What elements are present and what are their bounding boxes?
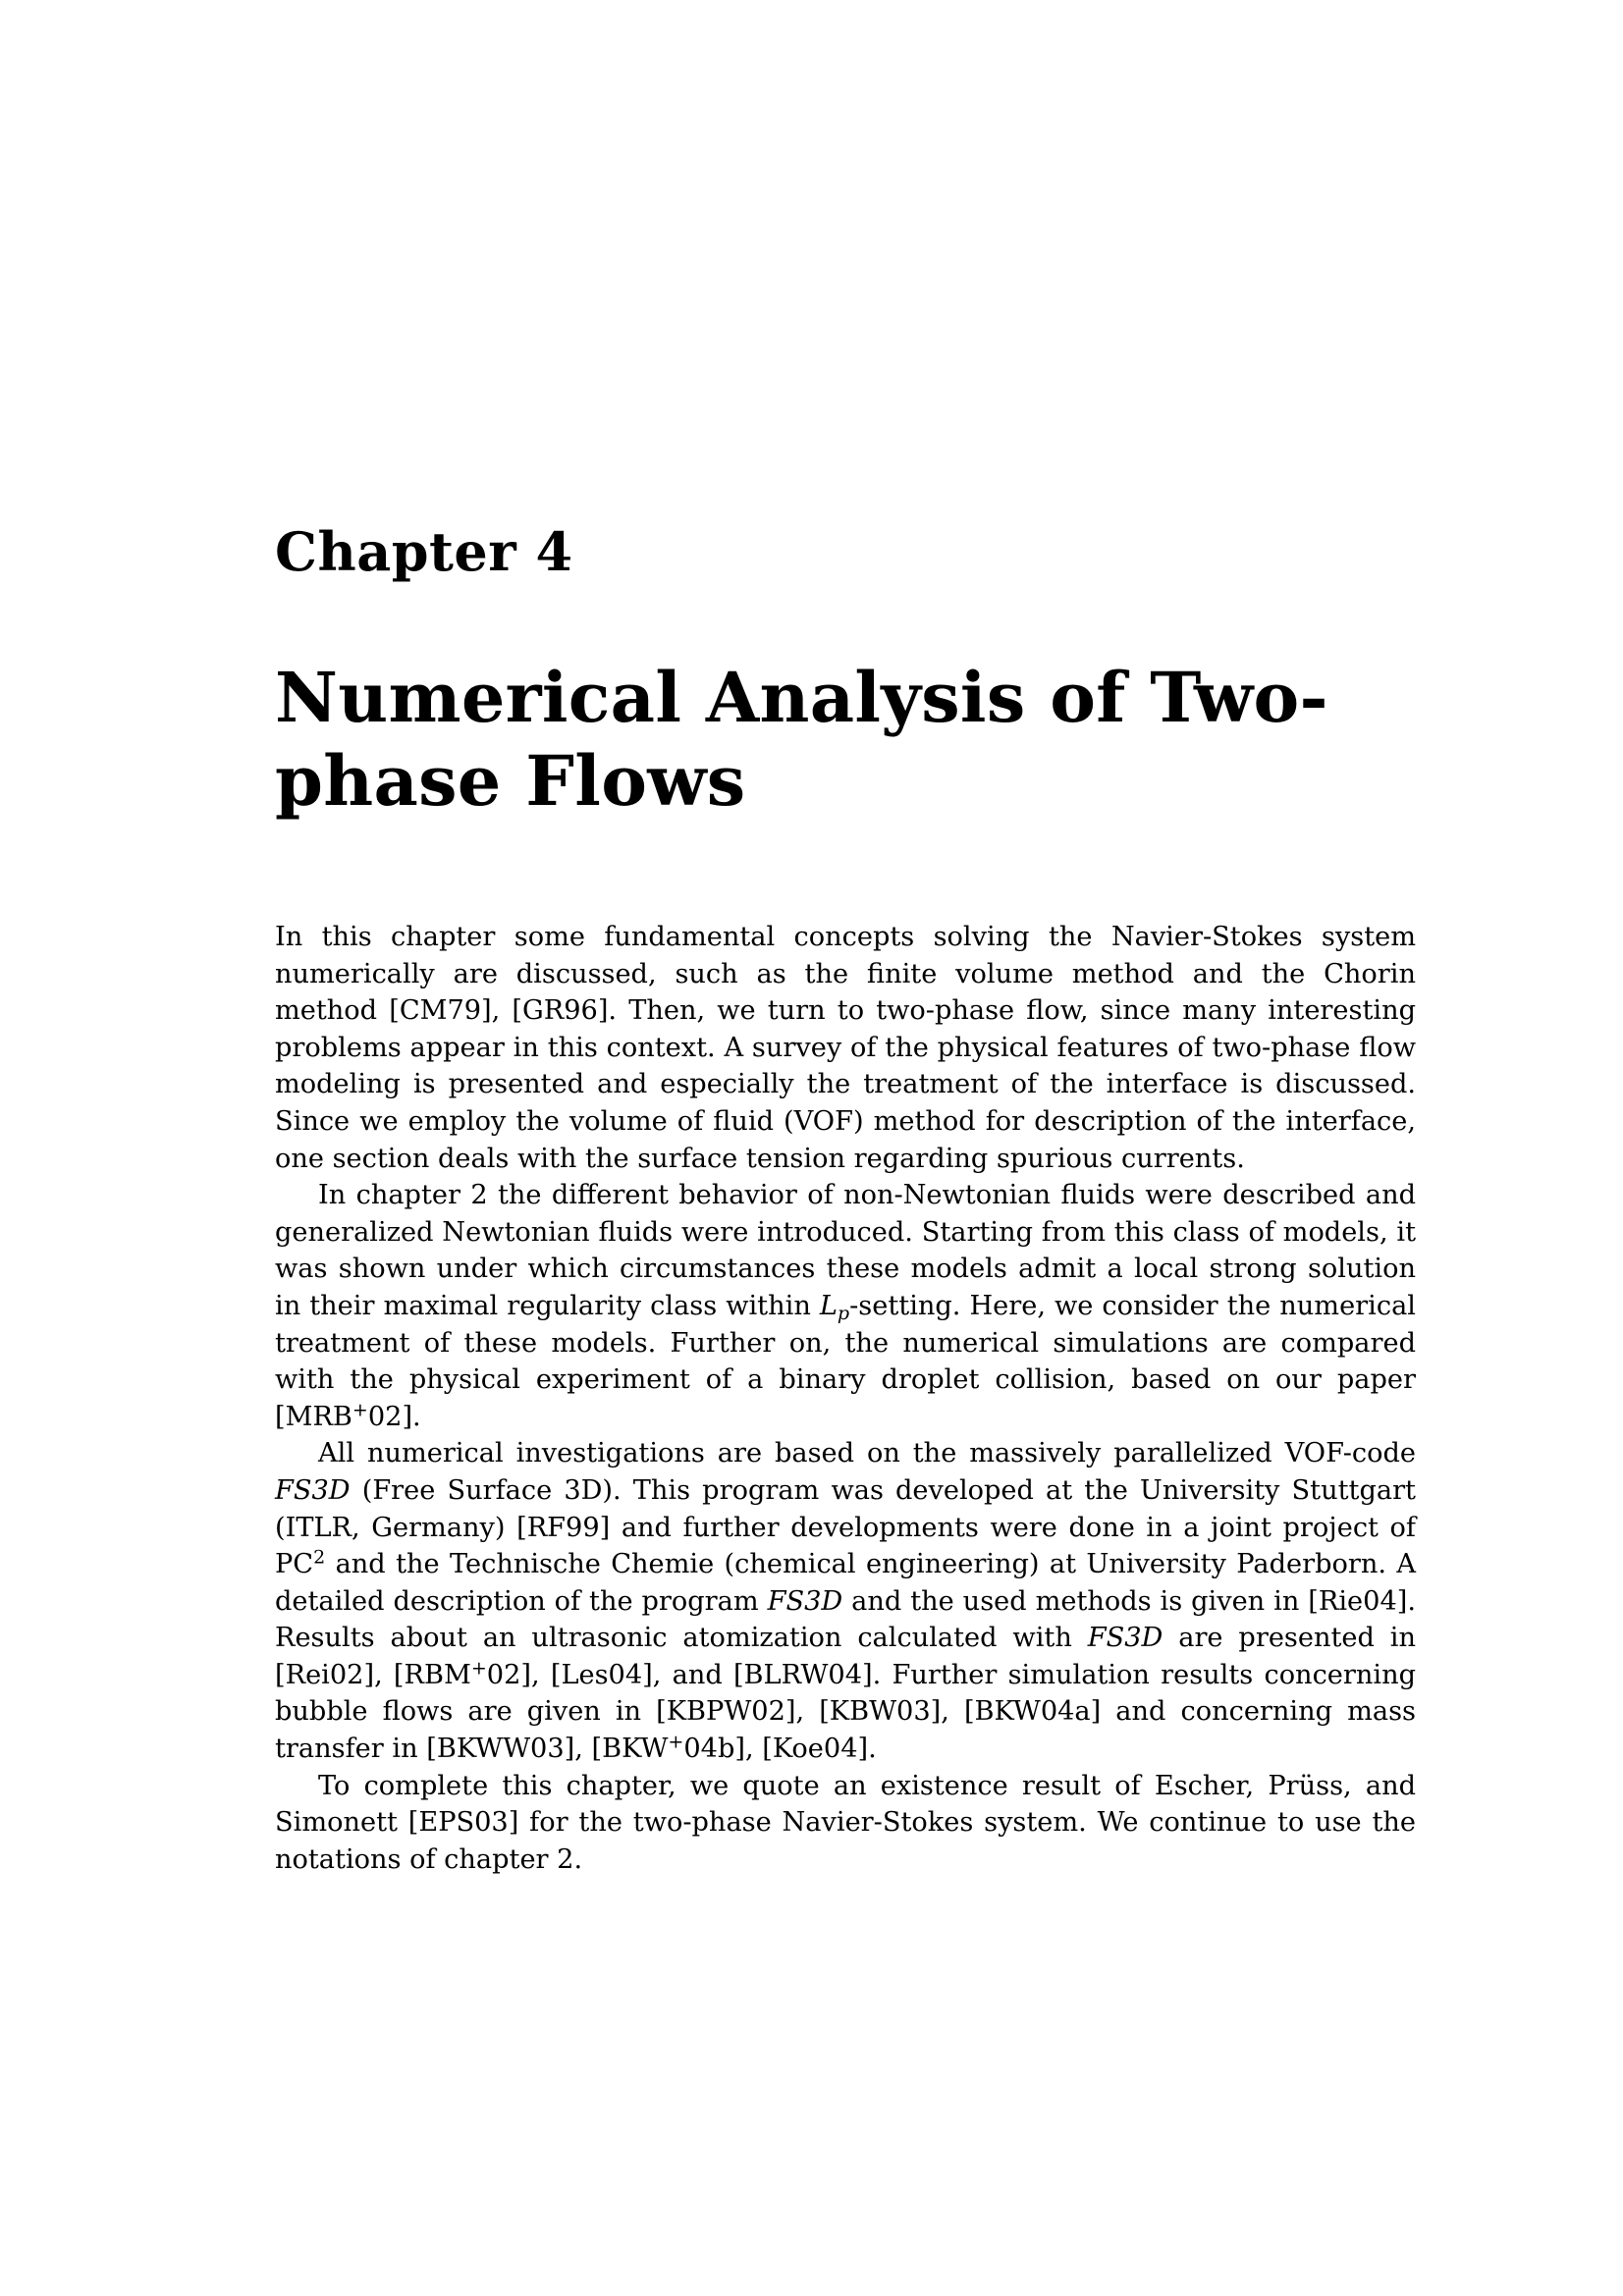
pc-superscript: 2: [313, 1546, 326, 1569]
paragraph-intro: In this chapter some fundamental concepts solving the Navier-Stokes system numerically are discussed, such as the finite volume method and the Chorin method [CM79], [GR96]. Then, we turn to two-phase flow, since many interesting problems appear in this context. A survey of the physical features of two-phase flow modeling is presented and especially the treatment of the interface is discussed. Since we employ the volume of fluid (VOF) method for description of the interface, one section deals with the surface tension regarding spurious currents.: [275, 922, 1416, 1174]
paragraph-text: (Free Surface 3D). This program was developed at the University Stuttgart (ITLR, Germany) [RF99] and further developments were done in a joint project of PC: [275, 1474, 1416, 1580]
paragraph-text: 04b], [Koe04].: [683, 1734, 877, 1765]
program-name: FS3D: [1087, 1623, 1163, 1654]
program-name: FS3D: [275, 1474, 351, 1506]
citation-superscript: +: [352, 1399, 368, 1421]
math-lp: [819, 1290, 850, 1324]
program-name: FS3D: [767, 1585, 843, 1617]
paragraph-text: All numerical investigations are based on the massively parallelized VOF-code: [318, 1438, 1416, 1469]
paragraph-text: and the Technische Chemie (chemical engineering) at University Paderborn. A detailed description of the program: [275, 1549, 1416, 1617]
paragraph-conclusion: To complete this chapter, we quote an existence result of Escher, Prüss, and Simonett [EPS03] for the two-phase Navier-Stokes system. We continue to use the notations of chapter 2.: [275, 1770, 1416, 1875]
citation-superscript: +: [470, 1657, 487, 1680]
paragraph-text: -setting. Here, we consider the numerical treatment of these models. Further on, the numerical simulations are compared with the physical experiment of a binary droplet collision, based on our paper [MRB: [275, 1290, 1416, 1432]
paragraph-text: In chapter 2 the different behavior of non-Newtonian fluids were described and generalized Newtonian fluids were introduced. Starting from this class of models, it was shown under which circumstances these models admit a local strong solution in their maximal regularity class within: [275, 1180, 1416, 1321]
chapter-body: [275, 919, 1416, 1878]
chapter-title: Numerical Analysis of Two-phase Flows: [275, 657, 1328, 822]
paragraph-text: are presented in [Rei02], [RBM: [275, 1623, 1416, 1690]
paragraph-non-newtonian: [275, 1177, 1416, 1435]
paragraph-text: 02].: [367, 1401, 421, 1432]
math-subscript: p: [837, 1302, 850, 1324]
citation-superscript: +: [668, 1731, 684, 1753]
paragraph-text: 02], [Les04], and [BLRW04]. Further simulation results concerning bubble flows are given in [KBPW02], [KBW03], [BKW04a] and concerning mass transfer in [BKWW03], [BKW: [275, 1659, 1416, 1765]
paragraph-text: and the used methods is given in [Rie04]. Results about an ultrasonic atomization calculated with: [275, 1585, 1416, 1654]
math-base: L: [819, 1290, 838, 1321]
paragraph-fs3d: [275, 1435, 1416, 1767]
chapter-label: Chapter 4: [275, 520, 573, 583]
